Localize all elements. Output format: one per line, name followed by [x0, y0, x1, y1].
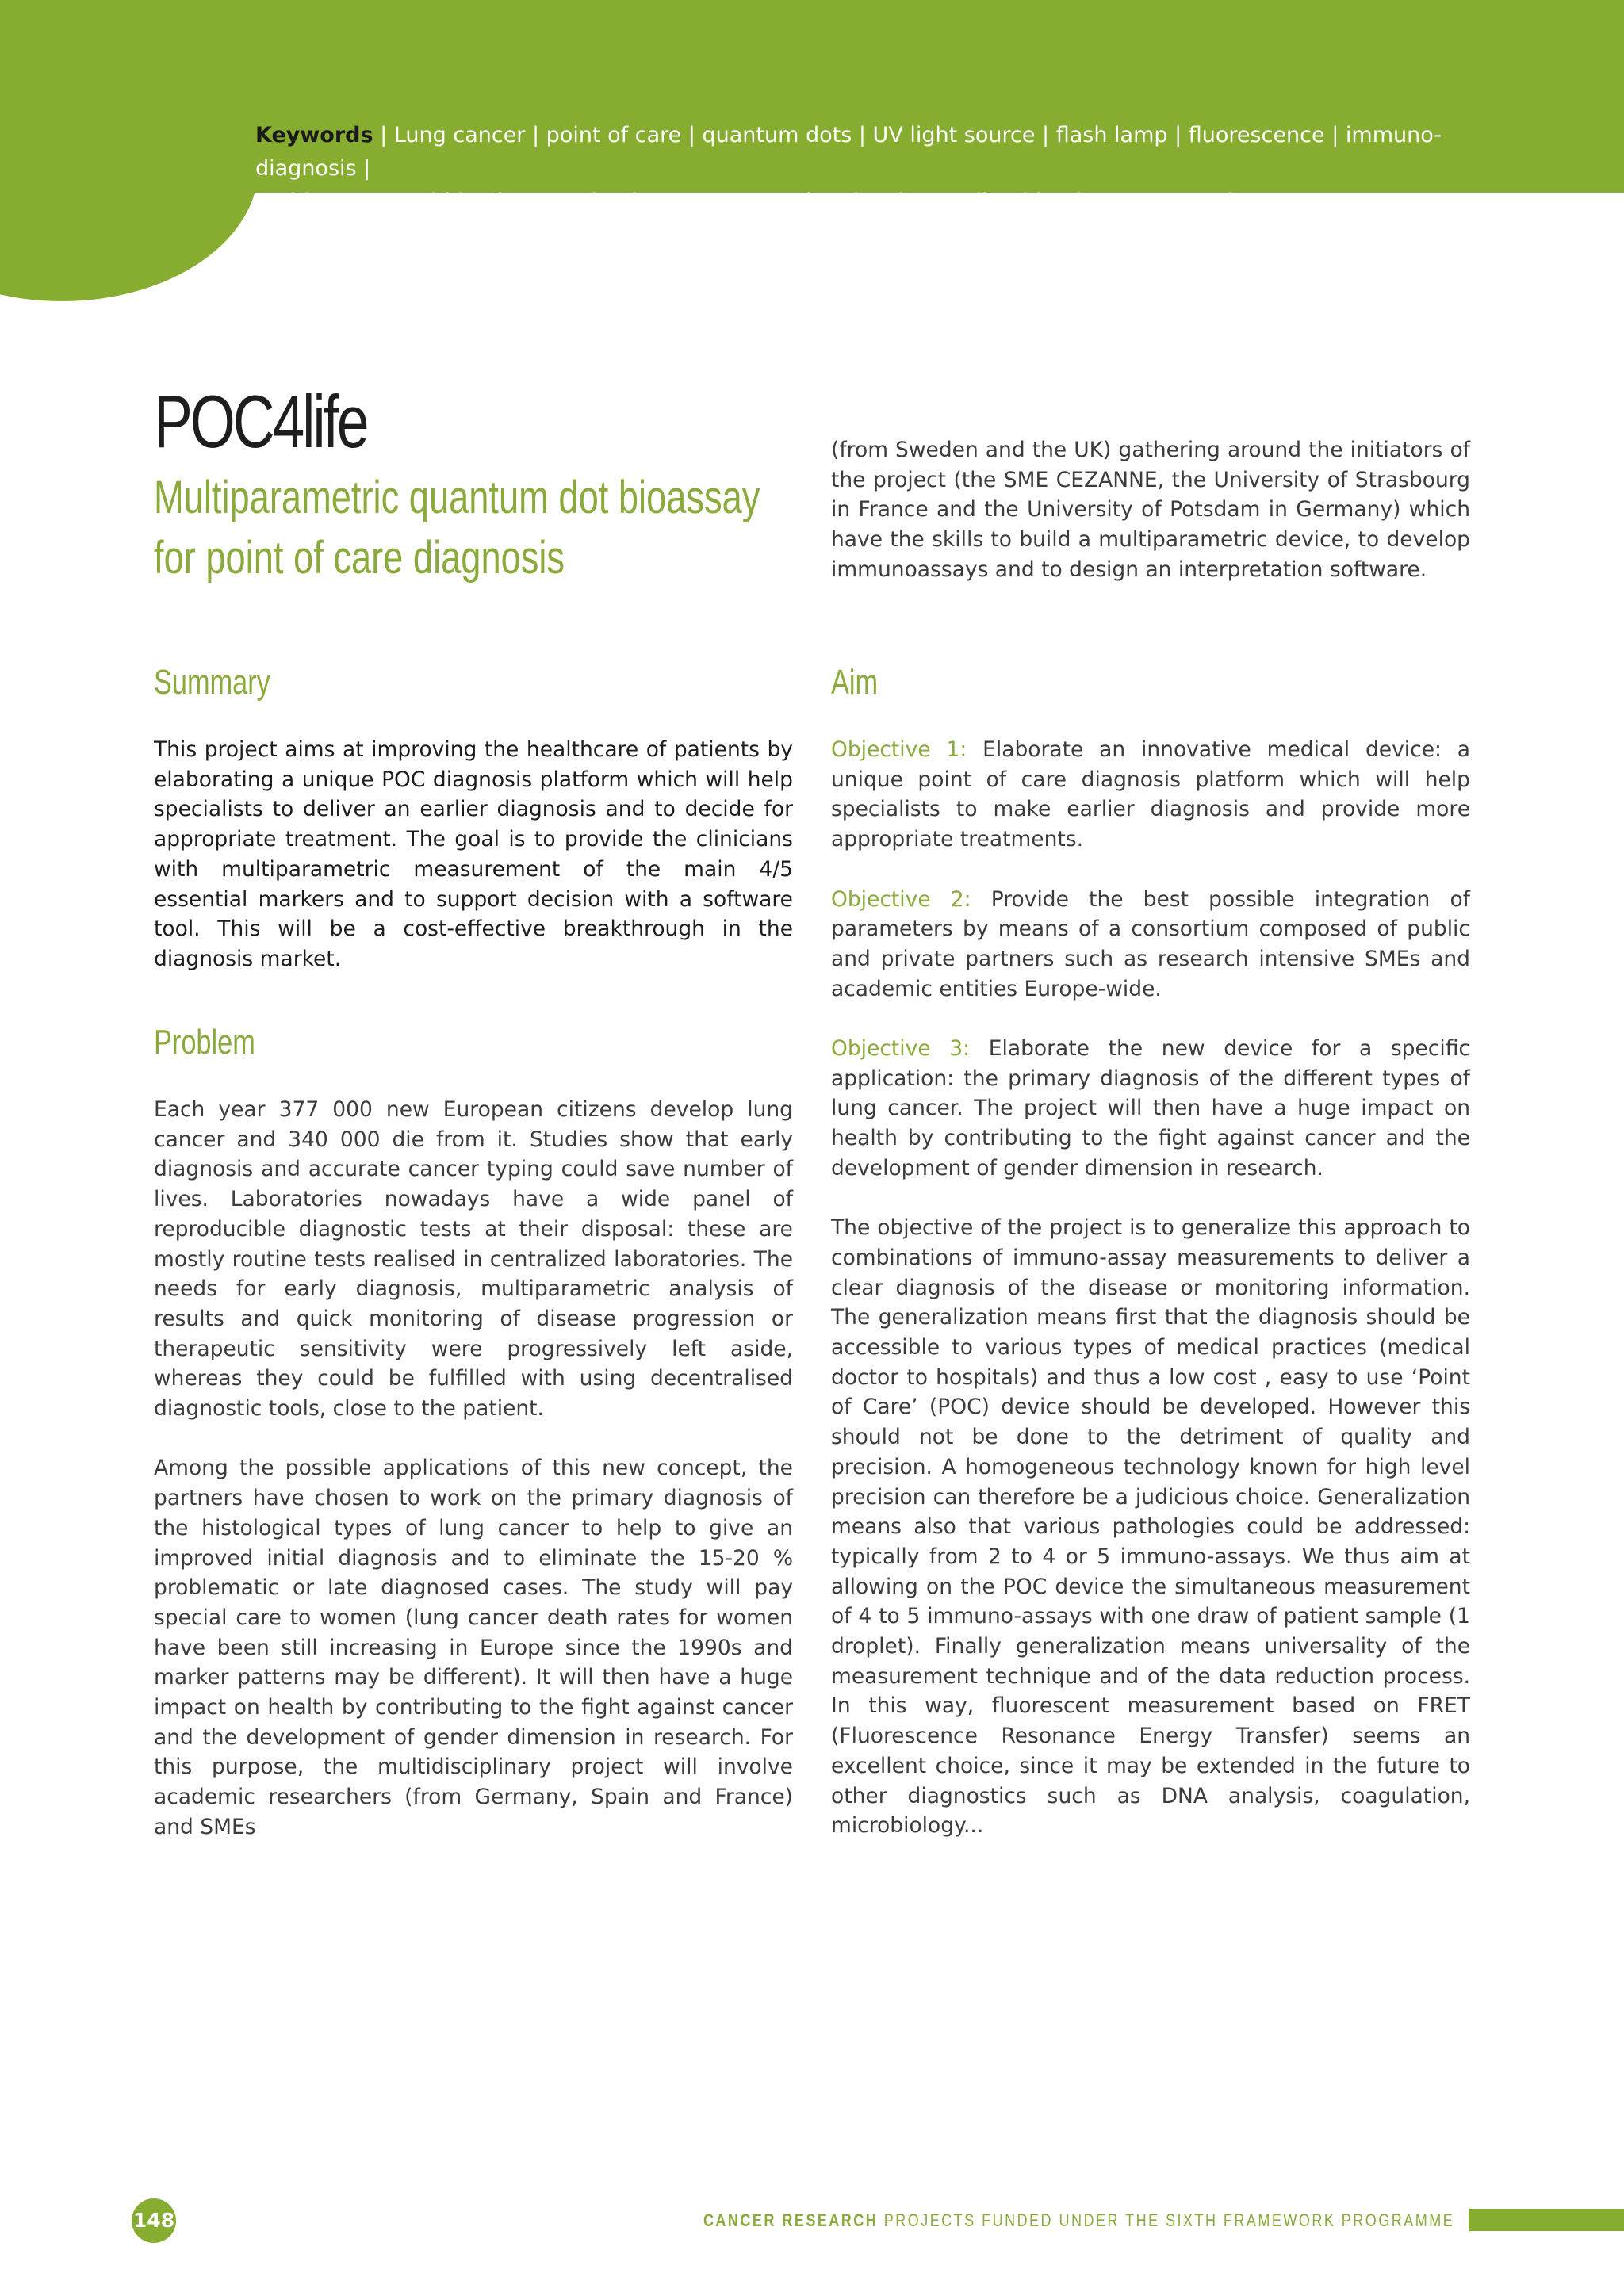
aim-final-paragraph: The objective of the project is to generalize this approach to combinations of immuno-assay measurements to deliver a clear diagnosis of the disease or monitoring information. The generalization means first that the diagnosis should be accessible to various types of medical practices (medical doctor to hospitals) and thus a low cost , easy to use ‘Point of Care’ (POC) device should be developed. However this should not be done to the detriment of quality and precision. A homogeneous technology known for high level precision can therefore be a judicious choice. Generalization means also that various pathologies could be addressed: typically from 2 to 4 or 5 immuno-assays. We thus aim at allowing on the POC device the simultaneous measurement of 4 to 5 immuno-assays with one draw of patient sample (1 droplet). Finally generalization means universality of the measurement technique and of the data reduction process. In this way, fluorescent measurement based on FRET (Fluorescence Resonance Energy Transfer) seems an excellent choice, since it may be extended in the future to other diagnostics such as DNA analysis, coagulation, microbiology...: [831, 1215, 1470, 1839]
problem-heading: Problem: [154, 1023, 255, 1062]
right-intro: [831, 435, 1470, 585]
footer-running-title-bold: CANCER RESEARCH: [703, 2210, 879, 2230]
problem-text: [154, 1095, 793, 1843]
objective-2-label: Objective 2:: [831, 886, 991, 912]
summary-paragraph: This project aims at improving the healthcare of patients by elaborating a unique POC diagnosis platform which will help specialists to deliver an earlier diagnosis and to decide for appropriate treatment. The goal is to provide the clinicians with multiparametric measurement of the main 4/5 essential markers and to support decision with a software tool. This will be a cost-effective breakthrough in the diagnosis market.: [154, 737, 793, 971]
summary-text: [154, 735, 793, 974]
objective-3-label: Objective 3:: [831, 1036, 989, 1061]
problem-paragraph-1: Each year 377 000 new European citizens develop lung cancer and 340 000 die from it. Studies show that early diagnosis and accurate cancer typing could save number of lives. Laboratories nowadays have a wide panel of reproducible diagnostic tests at their disposal: these are mostly routine tests realised in centralized laboratories. The needs for early diagnosis, multiparametric analysis of results and quick monitoring of disease progression or therapeutic sensitivity were progressively left aside, whereas they could be fulfilled with using decentralised diagnostic tools, close to the patient.: [154, 1097, 793, 1422]
problem-paragraph-2: Among the possible applications of this new concept, the partners have chosen to work on the primary diagnosis of the histological types of lung cancer to help to give an improved initial diagnosis and to eliminate the 15-20 % problematic or late diagnosed cases. The study will pay special care to women (lung cancer death rates for women have been still increasing in Europe since the 1990s and marker patterns may be different). It will then have a huge impact on health by contributing to the fight against cancer and the development of gender dimension in research. For this purpose, the multidisciplinary project will involve academic researchers (from Germany, Spain and France) and SMEs: [154, 1456, 793, 1839]
aim-text: [831, 735, 1470, 1841]
keywords-line-1: [255, 119, 1492, 186]
keywords-list-1: | Lung cancer | point of care | quantum dots | UV light source | flash lamp | fluorescence | immuno-diagnosis |: [255, 123, 1442, 181]
objective-1: [831, 735, 1470, 855]
footer-accent-bar: [1469, 2209, 1624, 2231]
summary-heading: Summary: [154, 663, 270, 702]
right-intro-paragraph: (from Sweden and the UK) gathering around the initiators of the project (the SME CEZANNE, the University of Strasbourg in France and the University of Potsdam in Germany) which have the skills to build a multiparametric device, to develop immunoassays and to design an interpretation software.: [831, 438, 1470, 582]
footer-running-title-rest: PROJECTS FUNDED UNDER THE SIXTH FRAMEWORK PROGRAMME: [878, 2210, 1454, 2230]
page-title: POC4life: [154, 380, 367, 463]
objective-3-text: Elaborate the new device for a specific application: the primary diagnosis of the different types of lung cancer. The project will then have a huge impact on health by contributing to the fight against cancer and the development of gender dimension in research.: [831, 1036, 1471, 1181]
objective-1-label: Objective 1:: [831, 737, 983, 762]
page-number-badge: 148: [132, 2198, 176, 2243]
objective-3: [831, 1034, 1470, 1184]
keywords-line-2: multiparameter | blood separation | expert system | molecule coupling | luminescent tags |: [255, 189, 1234, 214]
page-subtitle: Multiparametric quantum dot bioassay for point of care diagnosis: [154, 472, 760, 584]
objective-2: [831, 885, 1470, 1004]
keywords-label: Keywords: [255, 123, 373, 147]
objective-1-text: Elaborate an innovative medical device: a unique point of care diagnosis platform which will help specialists to make earlier diagnosis and provide more appropriate treatments.: [831, 737, 1471, 852]
footer-running-title: [703, 2210, 1454, 2231]
objective-2-text: Provide the best possible integration of parameters by means of a consortium composed of public and private partners such as research intensive SMEs and academic entities Europe-wide.: [831, 886, 1471, 1001]
aim-heading: Aim: [831, 663, 879, 702]
keywords-bar: [255, 119, 1492, 219]
